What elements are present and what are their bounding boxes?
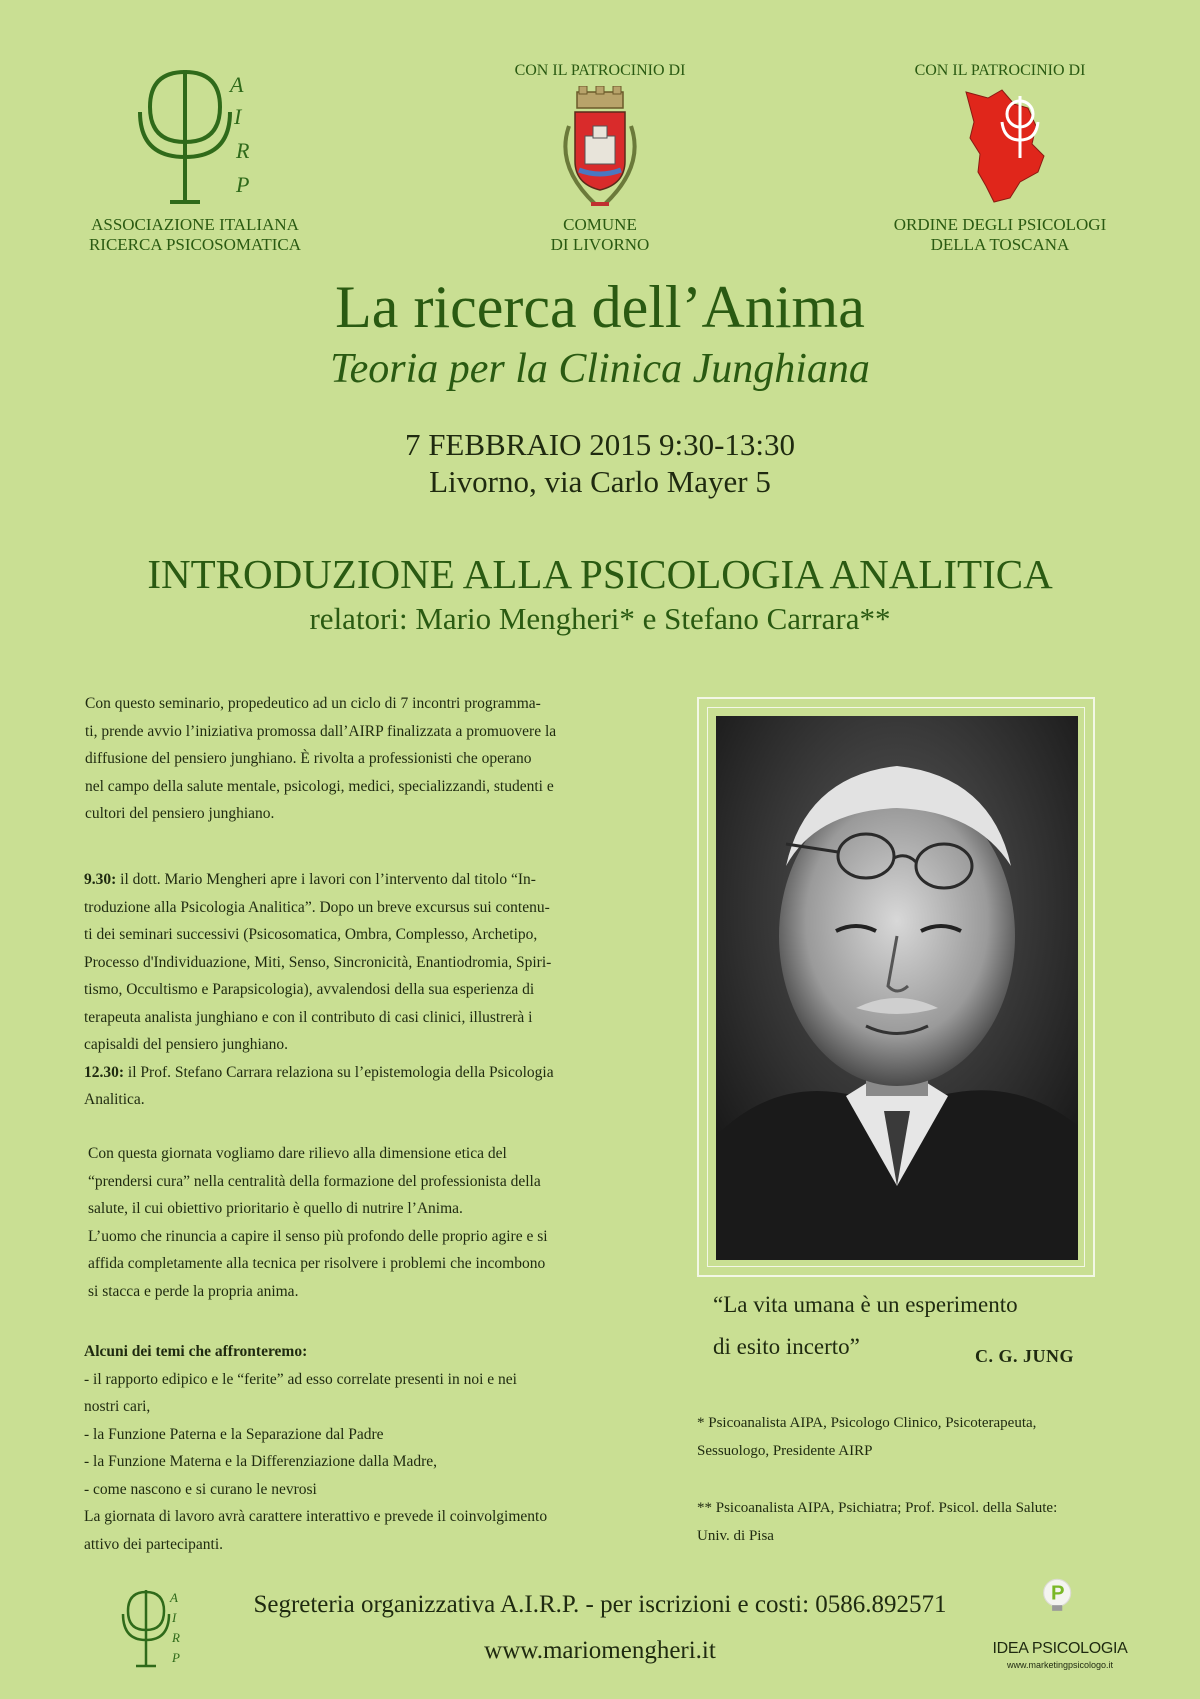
svg-text:I: I [234, 104, 242, 129]
closing-paragraph [88, 1140, 608, 1305]
footer-contact: Segreteria organizzativa A.I.R.P. - per iscrizioni e costi: 0586.892571 [253, 1591, 947, 1618]
program-line [84, 1059, 604, 1087]
program-paragraph [84, 866, 604, 1114]
idea-psicologia-name: IDEA PSICOLOGIA [992, 1640, 1128, 1657]
livorno-crest-icon [555, 86, 645, 216]
program-text: il Prof. Stefano Carrara relaziona su l’epistemologia della Psicologia [124, 1063, 554, 1081]
livorno-caption [480, 215, 720, 255]
photo-frame [697, 697, 1095, 1277]
topics-paragraph [84, 1338, 604, 1558]
idea-psicologia-bulb-icon [1000, 1577, 1120, 1639]
airp-logo-curve-left [150, 72, 185, 142]
closing-line: Con questa giornata vogliamo dare rilievo alla dimensione etica del [88, 1145, 507, 1162]
program-text: il dott. Mario Mengheri apre i lavori con l’intervento dal titolo “In- [116, 871, 536, 888]
event-title: La ricerca dell’Anima [335, 274, 865, 340]
toscana-patronage-label: CON IL PATROCINIO DI [914, 62, 1086, 79]
footnote-line: Univ. di Pisa [697, 1527, 774, 1544]
closing-line: “prendersi cura” nella centralità della formazione del professionista della [88, 1172, 541, 1190]
program-line: ti dei seminari successivi (Psicosomatica, Ombra, Complesso, Archetipo, [84, 926, 538, 943]
footnote-mengheri [697, 1410, 1127, 1465]
closing-line: si stacca e perde la propria anima. [88, 1282, 299, 1300]
closing-line: salute, il cui obiettivo prioritario è quello di nutrire l’Anima. [88, 1200, 463, 1217]
program-time-2: 12.30: [84, 1063, 125, 1081]
airp-caption-line-2: RICERCA PSICOSOMATICA [88, 235, 302, 254]
closing-line: L’uomo che rinuncia a capire il senso più profondo delle proprio agire e si [88, 1227, 548, 1245]
livorno-caption-line-1: COMUNE [563, 215, 637, 234]
program-line: Analitica. [84, 1091, 145, 1108]
airp-caption-line-1: ASSOCIAZIONE ITALIANA [91, 215, 299, 234]
topics-heading: Alcuni dei temi che affronteremo: [84, 1343, 308, 1360]
footnote-line: Sessuologo, Presidente AIRP [697, 1442, 873, 1459]
event-subtitle: Teoria per la Clinica Junghiana [330, 346, 870, 392]
program-line: troduzione alla Psicologia Analitica”. Dopo un breve excursus sui contenu- [84, 898, 550, 916]
intro-paragraph [85, 690, 605, 828]
airp-logo [130, 62, 260, 212]
topic-line: La giornata di lavoro avrà carattere interattivo e prevede il coinvolgimento [84, 1508, 548, 1525]
svg-text:R: R [236, 138, 250, 163]
svg-text:P: P [1050, 1582, 1065, 1605]
topic-line: - la Funzione Materna e la Differenziazione dalla Madre, [84, 1453, 438, 1470]
closing-line: affida completamente alla tecnica per risolvere i problemi che incombono [88, 1255, 546, 1272]
airp-caption [60, 215, 330, 255]
toscana-caption-line-1: ORDINE DEGLI PSICOLOGI [893, 215, 1107, 234]
jung-portrait-photo [716, 716, 1078, 1260]
livorno-patronage-label: CON IL PATROCINIO DI [514, 62, 686, 79]
intro-line: Con questo seminario, propedeutico ad un ciclo di 7 incontri programma- [85, 695, 541, 712]
quote-line-1: “La vita umana è un esperimento [713, 1292, 1018, 1317]
footnote-carrara [697, 1495, 1127, 1550]
quote-line-2: di esito incerto” [713, 1334, 860, 1359]
program-time-1: 9.30: [84, 871, 117, 888]
event-place: Livorno, via Carlo Mayer 5 [429, 464, 771, 499]
footer-website-link[interactable]: www.mariomengheri.it [484, 1637, 716, 1664]
program-line [84, 866, 604, 894]
topic-line: - il rapporto edipico e le “ferite” ad esso correlate presenti in noi e nei [84, 1370, 517, 1388]
program-line: Processo d'Individuazione, Miti, Senso, Sincronicità, Enantiodromia, Spiri- [84, 953, 552, 971]
speakers: relatori: Mario Mengheri* e Stefano Carrara** [309, 601, 891, 636]
program-line: capisaldi del pensiero junghiano. [84, 1036, 289, 1053]
quote-author: C. G. JUNG [975, 1346, 1074, 1366]
intro-line: cultori del pensiero junghiano. [85, 805, 275, 822]
program-line: terapeuta analista junghiano e con il contributo di casi clinici, illustrerà i [84, 1008, 533, 1026]
airp-logo-curve-right [185, 72, 220, 142]
svg-text:R: R [172, 1630, 180, 1645]
section-title: INTRODUZIONE ALLA PSICOLOGIA ANALITICA [147, 551, 1053, 597]
svg-text:A: A [170, 1590, 178, 1605]
topic-line: - la Funzione Paterna e la Separazione dal Padre [84, 1425, 384, 1443]
svg-text:I: I [172, 1610, 177, 1625]
event-date: 7 FEBBRAIO 2015 9:30-13:30 [404, 427, 796, 462]
livorno-caption-line-2: DI LIVORNO [550, 235, 650, 254]
program-line: tismo, Occultismo e Parapsicologia), avvalendosi della sua esperienza di [84, 981, 535, 998]
intro-line: diffusione del pensiero junghiano. È rivolta a professionisti che operano [85, 750, 532, 767]
footnote-line: * Psicoanalista AIPA, Psicologo Clinico, Psicoterapeuta, [697, 1415, 1037, 1431]
toscana-caption [870, 215, 1130, 255]
topic-line: - come nascono e si curano le nevrosi [84, 1480, 317, 1498]
toscana-region-logo-icon [958, 86, 1058, 204]
topic-line: attivo dei partecipanti. [84, 1535, 224, 1553]
topic-line: nostri cari, [84, 1398, 151, 1415]
svg-text:A: A [230, 72, 244, 97]
intro-line: nel campo della salute mentale, psicologi, medici, specializzandi, studenti e [85, 777, 554, 795]
intro-line: ti, prende avvio l’iniziativa promossa dall’AIRP finalizzata a promuovere la [85, 722, 557, 740]
toscana-caption-line-2: DELLA TOSCANA [930, 235, 1070, 254]
footnote-line: ** Psicoanalista AIPA, Psichiatra; Prof. Psicol. della Salute: [697, 1500, 1058, 1516]
svg-text:P: P [172, 1650, 180, 1665]
idea-psicologia-site[interactable]: www.marketingpsicologo.it [1006, 1660, 1114, 1670]
svg-text:P: P [236, 172, 250, 197]
